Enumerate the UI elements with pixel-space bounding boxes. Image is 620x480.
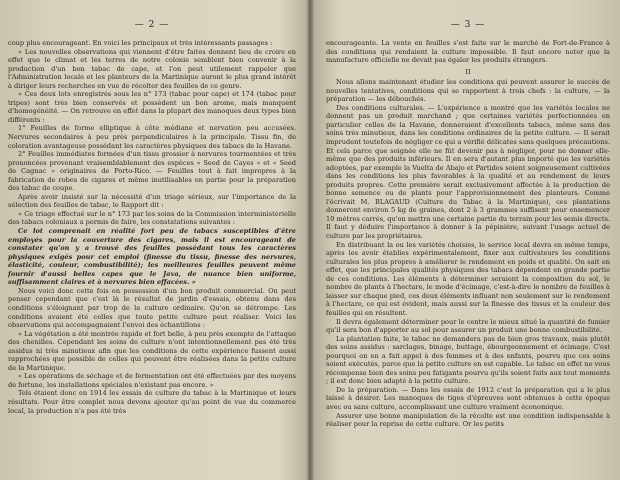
left-page	[0, 0, 308, 480]
paragraph: « Les opérations de séchage et de fermentation ont été effectuées par des moyens de fortune, les installations spéciales n'existant pas encore. »	[8, 372, 296, 389]
paragraph: Nous voici donc cette fois en possession d'un bon produit commercial. On peut penser cependant que c'est là le résultat de jardin d'essais, obtenu dans des conditions s'éloignant par trop de la culture ordinaire. Qu'on se détrompe. Les conditions avaient été celles que toute petite culture peut réaliser. Voici les observations qui accompagnaient l'envoi des échantillons :	[8, 286, 296, 330]
paragraph: Il devra également déterminer pour le centre le mieux situé la quantité de fumier qu'il sera bon d'apporter au sol pour assurer un produit une bonne combustibilité.	[326, 317, 610, 335]
paragraph: « La végétation a été montrée rapide et fort belle, à peu près exempte de l'attaque des chenilles. Cependant les soins de culture n'ont intentionnellement pas été très assidus ni très minutieux afin que les conditions de cette expérience fussent aussi rapprochées que possible de celles qui peuvent être réalisées dans la petite culture de la Martinique.	[8, 329, 296, 372]
paragraph: encourageante. La vente en feuilles s'est faite sur le marché de Fort-de-France à des conditions qui rendaient la culture impossible. Il faut encore noter que la manufacture officielle ne devait pas égaler les produits étrangers.	[326, 39, 610, 65]
paragraph: coup plus encourageant. En voici les principaux et très intéressants passages :	[8, 39, 273, 47]
paragraph: « Ce triage effectué sur le n° 173 par les soins de la Commission interministérielle des tabacs coloniaux a permis de faire, les constatations suivantes :	[8, 209, 296, 227]
paragraph: 2° Feuilles immédiates formées d'un tissu grossier à nervures tourmentées et très prononcées provenant vraisemblablement des espèces « Seed de Cayes » et « Seed de Cagnac » originaires de Porto-Rico. — Feuilles tout à fait impropres à la fabrication de robes de cigares et même inutilisables en partie pour la préparation des tabac de coupe.	[8, 150, 296, 193]
paragraph: « Les nouvelles observations qui viennent d'être faites donnent lieu de croire en effet que le climat et les terres de notre colonie semblent bien convenir à la production d'un bon tabac de cape, et l'on peut utilement rappeler que l'Administration locale et les planteurs de la Martinique auront le plus grand intérêt à diriger leurs recherches en vue de récolter des feuilles de ce genre.	[8, 47, 296, 90]
right-page	[312, 0, 620, 480]
paragraph: Des conditions culturales. — L'expérience a montré que les variétés locales ne donnent pas un produit marchand ; que certaines variétés perfectionnées en particulier celles de la Havane, donneraient d'excellents tabacs, même sans des soins très minutieux, dans les conditions ordinaires de la petite culture. — Il serait imprudent toutefois de négliger ce qui a vérifié délicates sans quelques précautions. Et cela parce que soignée elle ne fût devenir pas à négliger, pour ne donner elle-même que des produits inférieurs. Il en sera d'autant plus importé que les variétés adoptées, par exemple la Vuelta de Abajo et Partidos soient soigneusement cultivées dans les conditions les plus favorables à la qualité et au rendement de leurs produits propres. Cette première serait exclusivement affectée à la production de bonne semence ou de plants pour l'approvisionnement des planteurs. Comme l'écrivait M. BLAGAUD (Culture du Tabac à la Martinique), ces plantations donneront environ 5 kg de graines, dont 2 à 3 grammes suffisent pour ensemencer 10 mètres carrés, qu'on mettra une certaine partie du terrain pour les semis directs. Il faut y déduire l'importance à donner à la pépinière, suivant l'usage actuel de culture par les propriétaires.	[326, 103, 610, 241]
paragraph: Après avoir insisté sur la nécessité d'un triage sérieux, sur l'importance de la sélection des feuilles de tabac, le Rapport dit :	[8, 192, 296, 210]
right-page-text	[326, 39, 610, 479]
paragraph: La plantation faite, le tabac ne demandera pas de bien gros travaux, mais plutôt des soins assidus : sarclages, binage, buttage, ébourgeonnement et écimage. C'est pourquoi on en a fait appel à des femmes et à des enfants, pourvu que ces soins soient exécutés, parce que la petite culture en est capable. Le tabac en effet ne vous récompense bien des soins peu fatigants pourvu qu'ils soient faits aux tout moments ; il est donc bien adapté à la petite culture.	[326, 334, 610, 386]
paragraph: En distribuant la ou les variétés choisies, le service local devra en même temps, après les avoir établies expérimentalement, fixer aux cultivateurs les conditions culturales les plus propres à améliorer le rendement en poids et qualité. On sait en effet, que les principales qualités physiques des tabacs dépendent en grande partie de ces conditions. Les éléments à déterminer seraient la composition du sol, le nombre de plants à l'hectare, le mode d'écimage, c'est-à-dire le nombre de feuilles à laisser sur chaque pied, ces deux éléments influant non seulement sur le rendement à l'hectare, ce qui est évident, mais aussi sur la finesse des tissus et la couleur des feuilles qui en résultent.	[326, 240, 610, 317]
left-page-number: — 2 —	[134, 20, 170, 30]
right-page-number: — 3 —	[450, 20, 486, 30]
left-page-text	[8, 39, 296, 479]
paragraph: Tels étaient donc en 1914 les essais de culture du tabac à la Martinique et leurs résultats. Pour être complet nous devons ajouter qu'au point de vue du commerce local, la production n'a pas été très	[8, 389, 296, 415]
paragraph: « Ces deux lots enregistrés sous les n° 173 (tabac pour cape) et 174 (tabac pour tripes) sont très bien conservés et possèdent un bon arome, mais manquent d'homogénéité. — On retrouve en effet dans la plupart des manoques deux types bien différents :	[8, 90, 296, 124]
paragraph-emphasis: Ce lot comprenait en réalité fort peu de tabacs susceptibles d'être employés pour la couverture des cigares, mais il est encourageant de constater qu'on y a trouvé des feuilles possédant tous les caractères physiques exigés pour cet emploi (finesse du tissu, finesse des nervures, élasticité, couleur, combustibilité); les meilleures feuilles peuvent même fournir d'aussi belles capes que le Java, de nuance bien uniforme, suffisamment claires et à nervures bien effacées. »	[8, 227, 296, 287]
paragraph: De la préparation. — Dans les essais de 1912 c'est la préparation qui a le plus laissé à désirer. Les manoques de tiges d'épreuves sont obtenues à cette époque avec ou sans culture, accomplissant une culture vraiment économique.	[326, 385, 610, 411]
section-heading: II	[465, 67, 471, 76]
paragraph: Nous allons maintenant étudier les conditions qui peuvent assurer le succès de nouvelles tentatives, conditions qui se rapportent à trois chefs : la culture, — la préparation — les débouchés.	[326, 78, 610, 104]
paragraph: Assurer une bonne manipulation de la récolte est une condition indispensable à réaliser pour la reprise de cette culture. Or les petits	[326, 411, 610, 429]
paragraph: 1° Feuilles de forme elliptique à côte médiane et nervation peu accusées. Nervures secondaires à peu près perpendiculaires à la principale. Tissu fin, de coloration avantageuse possédant les caractères physiques des tabacs de la Havane.	[8, 124, 296, 150]
